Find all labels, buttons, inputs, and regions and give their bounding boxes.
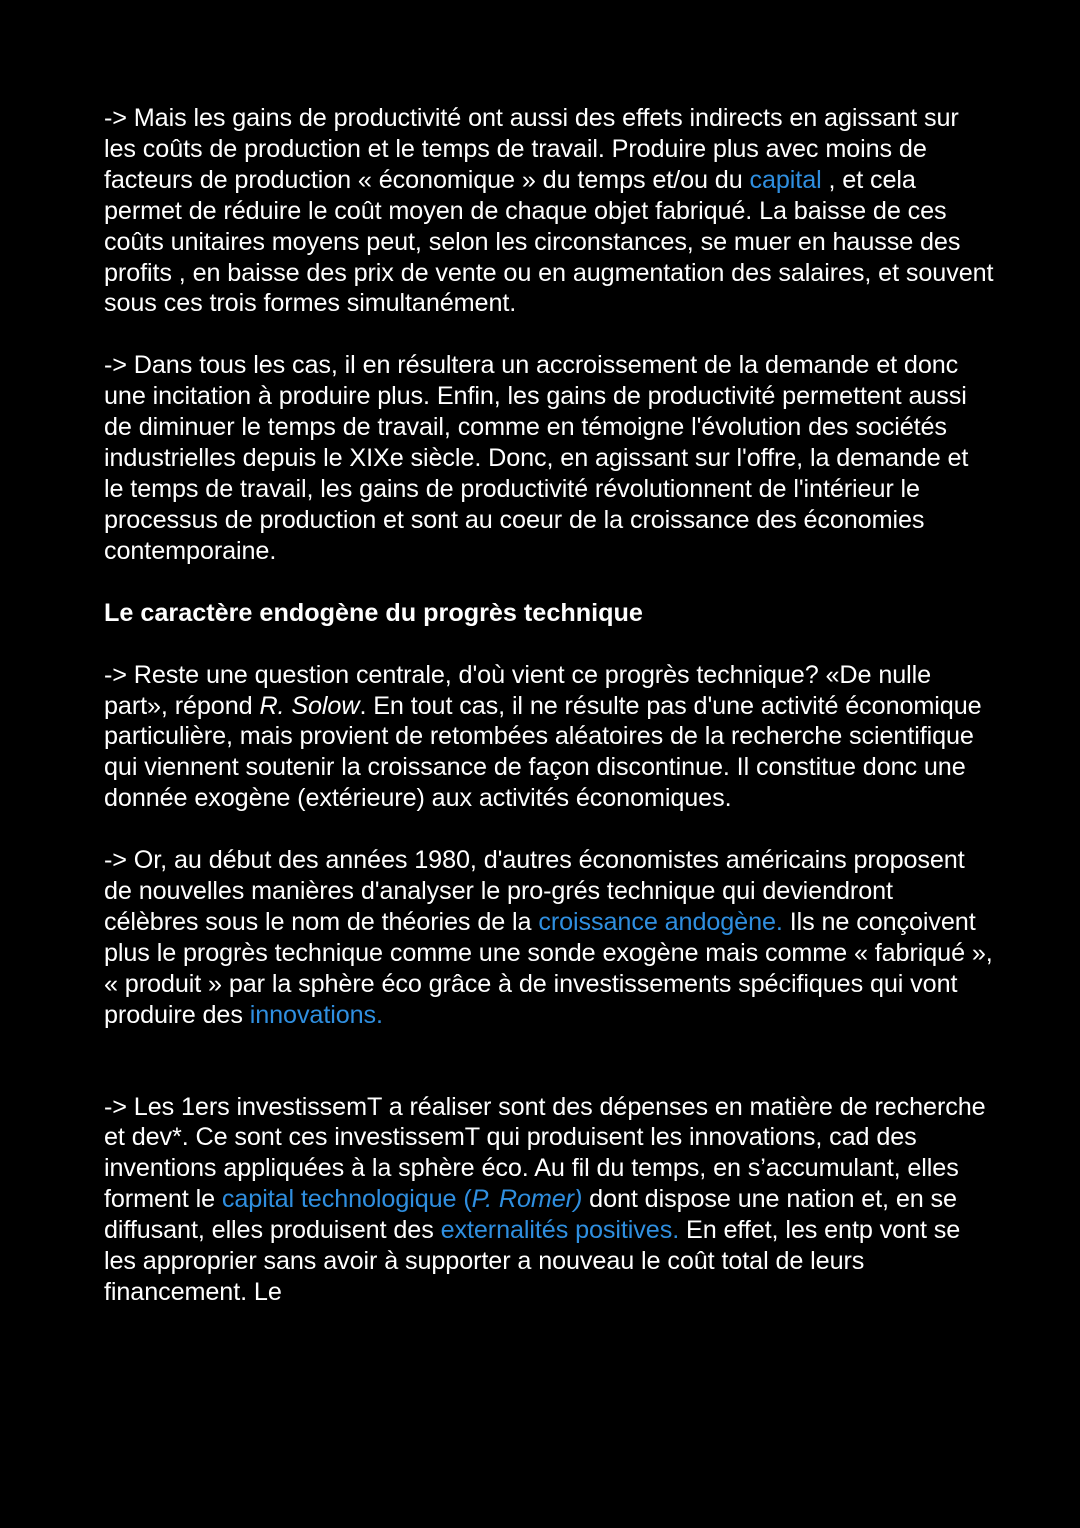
- page-content: [104, 103, 994, 1308]
- paragraph-productivity-indirect-effects: -> Mais les gains de productivité ont aussi des effets indirects en agissant sur les coûts de production et le temps de travail. Produire plus avec moins de facteurs de production « économique » du temps et/ou du capital , et cela permet de réduire le coût moyen de chaque objet fabriqué. La baisse de ces coûts unitaires moyens peut, selon les circonstances, se muer en hausse des profits , en baisse des prix de vente ou en augmentation des salaires, et souvent sous ces trois formes simultanément.: [104, 104, 994, 318]
- author-solow: R. Solow: [259, 691, 360, 720]
- link-croissance-endogene[interactable]: croissance andogène.: [538, 907, 783, 936]
- link-innovations[interactable]: innovations.: [249, 1000, 383, 1029]
- section-heading: Le caractère endogène du progrès technique: [104, 598, 643, 627]
- link-capital[interactable]: capital: [749, 165, 822, 194]
- paragraph-demand-increase: -> Dans tous les cas, il en résultera un accroissement de la demande et donc une incitation à produire plus. Enfin, les gains de productivité permettent aussi de diminuer le temps de travail, comme en témoigne l'évolution des sociétés industrielles depuis le XIXe siècle. Donc, en agissant sur l'offre, la demande et le temps de travail, les gains de productivité révolutionnent de l'intérieur le processus de production et sont au coeur de la croissance des économies contemporaine.: [104, 351, 969, 565]
- paragraph-solow-question: -> Reste une question centrale, d'où vient ce progrès technique? «De nulle part», répond R. Solow. En tout cas, il ne résulte pas d'une activité économique particulière, mais provient de retombées aléatoires de la recherche scientifique qui viennent soutenir la croissance de façon discontinue. Il constitue donc une donnée exogène (extérieure) aux activités économiques.: [104, 660, 982, 813]
- paragraph-research-investment: -> Les 1ers investissemT a réaliser sont des dépenses en matière de recherche et dev*. Ce sont ces investissemT qui produisent les innovations, cad des inventions appliquées à la sphère éco. Au fil du temps, en s’accumulant, elles forment le capital technologique (P. Romer) dont dispose une nation et, en se diffusant, elles produisent des externalités positives. En effet, les entp vont se les approprier sans avoir à supporter a nouveau le coût total de leurs financement. Le: [104, 1092, 986, 1306]
- author-romer: P. Romer): [471, 1185, 583, 1214]
- paragraph-endogenous-growth: -> Or, au début des années 1980, d'autres économistes américains proposent de nouvelles manières d'analyser le pro-grés technique qui deviendront célèbres sous le nom de théories de la croissance andogène. Ils ne conçoivent plus le progrès technique comme une sonde exogène mais comme « fabriqué », « produit » par la sphère éco grâce à de investissements spécifiques qui vont produire des innovations.: [104, 846, 993, 1029]
- link-externalites-positives[interactable]: externalités positives.: [440, 1216, 680, 1245]
- link-capital-technologique[interactable]: capital technologique: [221, 1185, 457, 1214]
